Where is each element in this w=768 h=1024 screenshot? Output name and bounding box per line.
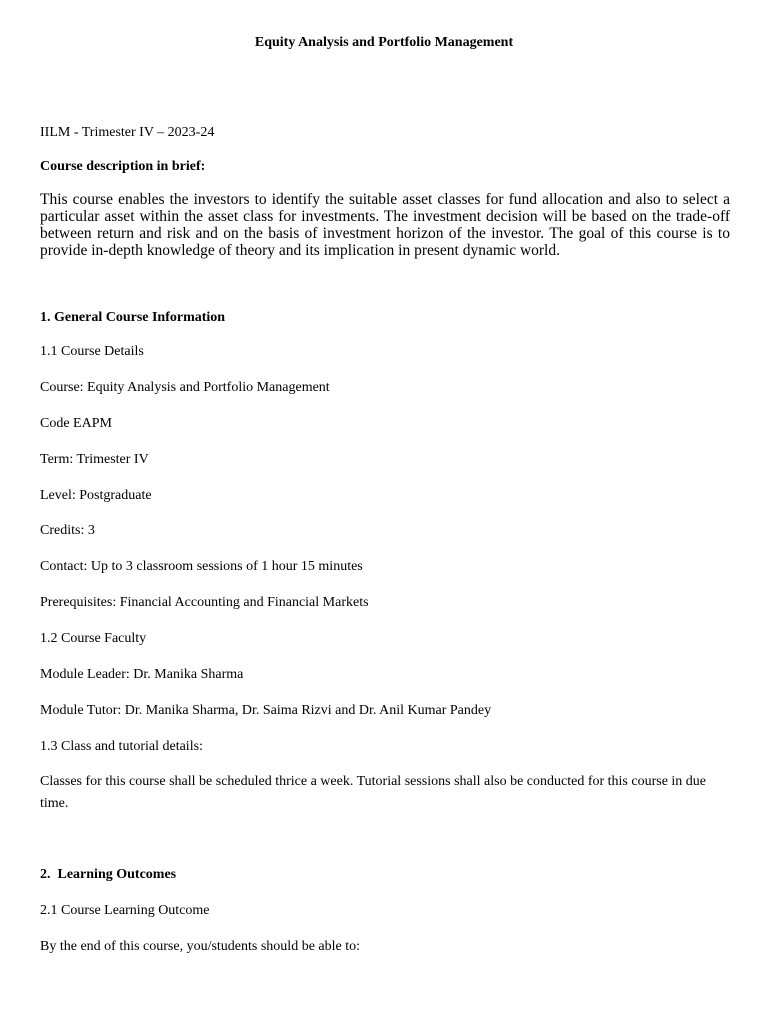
subsection-1-1: 1.1 Course Details: [40, 344, 144, 359]
course-name: Course: Equity Analysis and Portfolio Management: [40, 380, 330, 395]
brief-paragraph: This course enables the investors to identify the suitable asset classes for fund allocation and also to select a particular asset within the asset class for investments. The investment decision will be based on the trade-off between return and risk and on the basis of investment horizon of the investor. The goal of this course is to provide in-depth knowledge of theory and its implication in present dynamic world.: [40, 191, 730, 259]
section-1-heading: 1. General Course Information: [40, 310, 226, 325]
module-leader: Module Leader: Dr. Manika Sharma: [40, 667, 244, 682]
course-credits: Credits: 3: [40, 523, 95, 538]
subsection-1-3: 1.3 Class and tutorial details:: [40, 739, 203, 754]
course-level: Level: Postgraduate: [40, 488, 152, 503]
course-term: Term: Trimester IV: [40, 452, 149, 467]
brief-heading: Course description in brief:: [40, 159, 206, 174]
term-line: IILM - Trimester IV – 2023-24: [40, 125, 215, 140]
document-title: Equity Analysis and Portfolio Management: [254, 35, 514, 50]
subsection-1-2: 1.2 Course Faculty: [40, 631, 147, 646]
course-prerequisites: Prerequisites: Financial Accounting and Financial Markets: [40, 595, 369, 610]
module-tutor: Module Tutor: Dr. Manika Sharma, Dr. Saima Rizvi and Dr. Anil Kumar Pandey: [40, 703, 492, 718]
course-contact: Contact: Up to 3 classroom sessions of 1 hour 15 minutes: [40, 559, 363, 574]
classes-paragraph: Classes for this course shall be scheduled thrice a week. Tutorial sessions shall also be conducted for this course in due time.: [40, 774, 707, 811]
section-2-heading: 2. Learning Outcomes: [40, 867, 177, 882]
course-code: Code EAPM: [40, 416, 112, 431]
subsection-2-1: 2.1 Course Learning Outcome: [40, 903, 210, 918]
by-end-line: By the end of this course, you/students should be able to:: [40, 939, 361, 954]
